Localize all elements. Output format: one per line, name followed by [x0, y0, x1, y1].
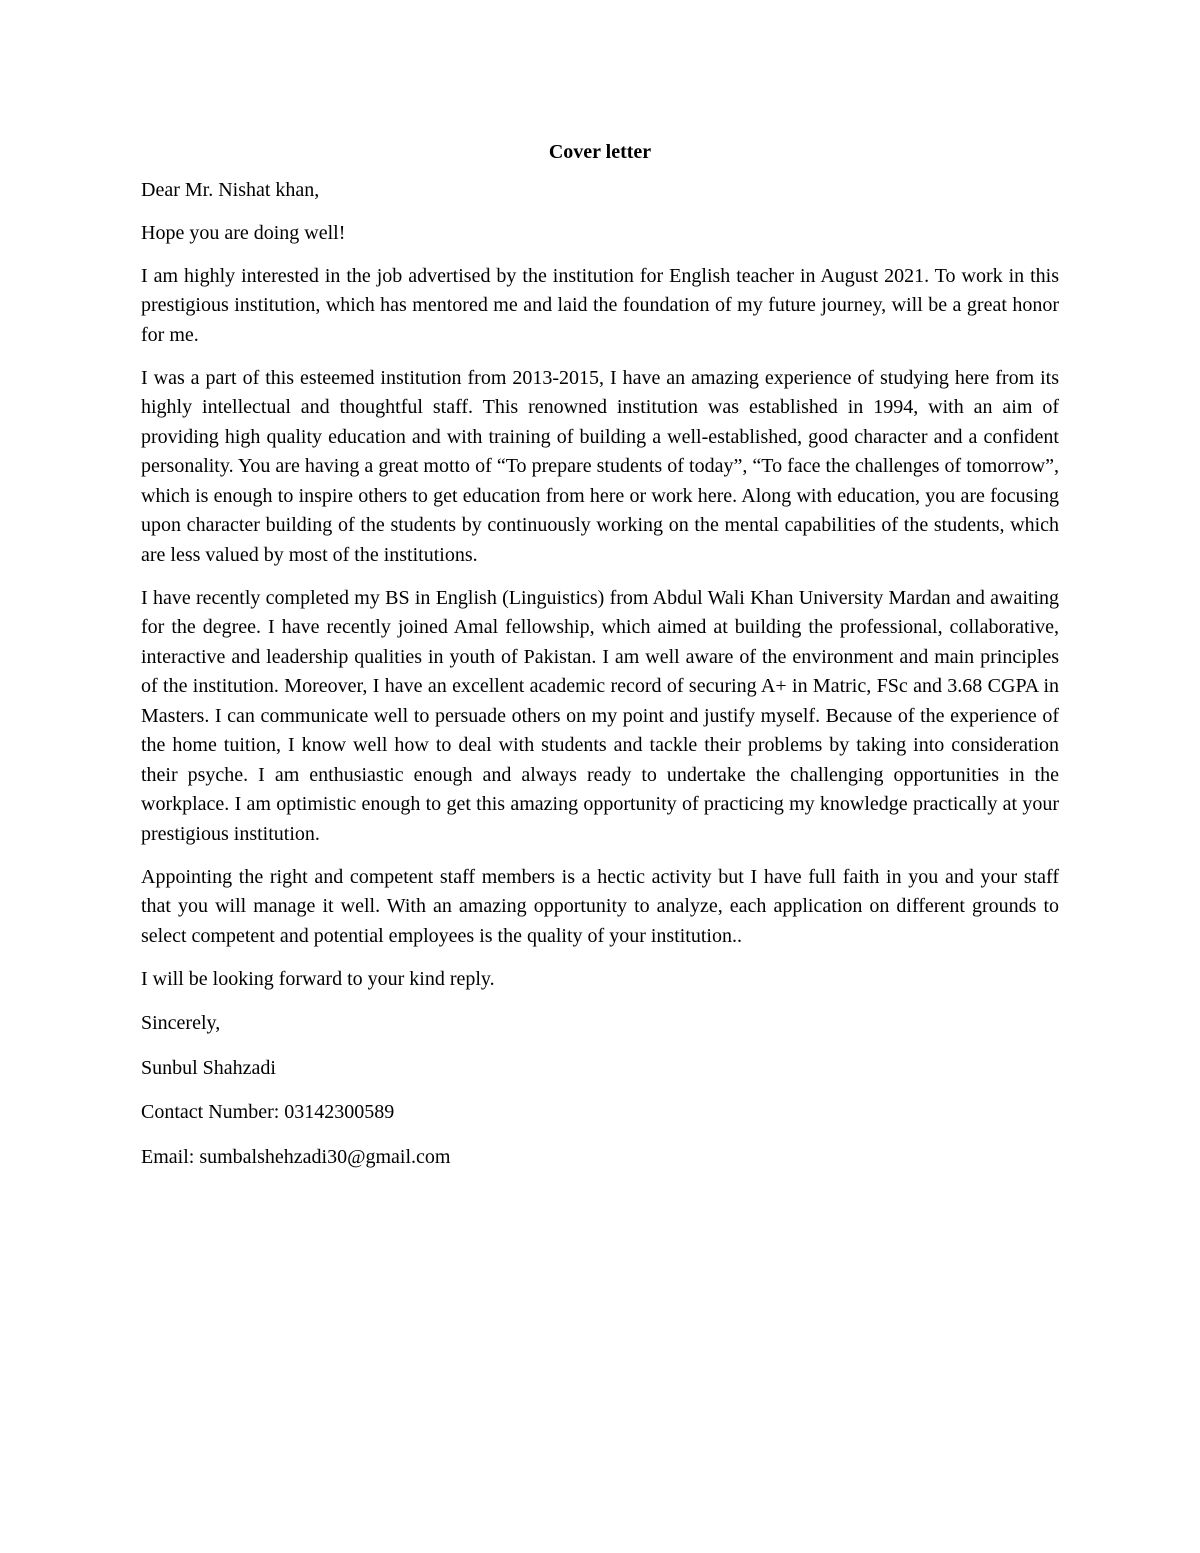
- paragraph-appointing: Appointing the right and competent staff members is a hectic activity but I have full faith in you and your staff that you will manage it well. With an amazing opportunity to analyze, each application on different grounds to select competent and potential employees is the quality of your institution..: [141, 865, 1059, 947]
- sign-off: Sincerely,: [141, 1012, 221, 1034]
- letter-page: [141, 138, 1059, 1187]
- sender-name: Sunbul Shahzadi: [141, 1056, 276, 1079]
- greeting: Hope you are doing well!: [141, 221, 346, 244]
- closing-line: I will be looking forward to your kind reply.: [141, 967, 495, 990]
- document-title: Cover letter: [548, 141, 652, 163]
- paragraph-institution: I was a part of this esteemed institution from 2013-2015, I have an amazing experience of studying here from its highly intellectual and thoughtful staff. This renowned institution was established in 1994, with an aim of providing high quality education and with training of building a well-established, good character and a confident personality. You are having a great motto of “To prepare students of today”, “To face the challenges of tomorrow”, which is enough to inspire others to get education from here or work here. Along with education, you are focusing upon character building of the students by continuously working on the mental capabilities of the students, which are less valued by most of the institutions.: [141, 366, 1059, 566]
- email-address: Email: sumbalshehzadi30@gmail.com: [141, 1145, 451, 1168]
- contact-number: Contact Number: 03142300589: [141, 1101, 395, 1123]
- paragraph-qualifications: I have recently completed my BS in English (Linguistics) from Abdul Wali Khan University Mardan and awaiting for the degree. I have recently joined Amal fellowship, which aimed at building the professional, collaborative, interactive and leadership qualities in youth of Pakistan. I am well aware of the environment and main principles of the institution. Moreover, I have an excellent academic record of securing A+ in Matric, FSc and 3.68 CGPA in Masters. I can communicate well to persuade others on my point and justify myself. Because of the experience of the home tuition, I know well how to deal with students and tackle their problems by taking into consideration their psyche. I am enthusiastic enough and always ready to undertake the challenging opportunities in the workplace. I am optimistic enough to get this amazing opportunity of practicing my knowledge practically at your prestigious institution.: [141, 586, 1059, 845]
- salutation: Dear Mr. Nishat khan,: [141, 178, 320, 201]
- paragraph-interest: I am highly interested in the job advertised by the institution for English teacher in August 2021. To work in this prestigious institution, which has mentored me and laid the foundation of my future journey, will be a great honor for me.: [141, 264, 1059, 346]
